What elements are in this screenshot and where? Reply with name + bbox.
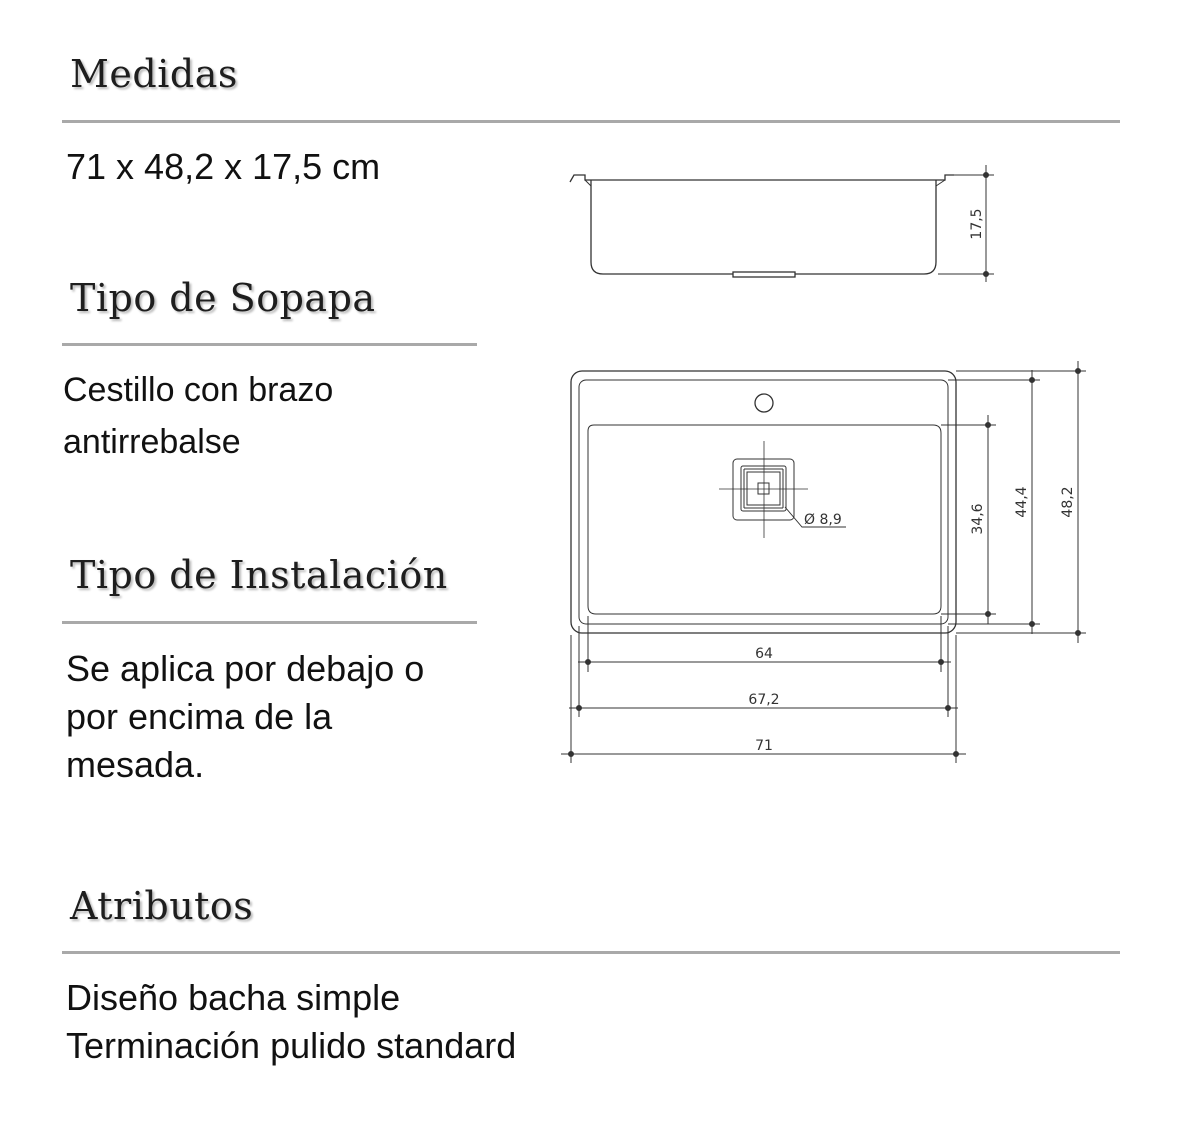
sink-side-view (570, 175, 954, 277)
instalacion-line-3: mesada. (66, 744, 205, 785)
height-label-outer: 48,2 (1060, 486, 1076, 518)
heading-tipo-de-sopapa: Tipo de Sopapa (70, 276, 376, 320)
atributos-line-1: Diseño bacha simple (66, 977, 401, 1018)
width-label-middle: 67,2 (748, 692, 780, 708)
sopapa-line-2: antirrebalse (63, 423, 241, 461)
faucet-hole (755, 394, 773, 412)
height-label-inner: 34,6 (970, 503, 986, 535)
drain-diameter-label: Ø 8,9 (804, 512, 842, 528)
atributos-line-2: Terminación pulido standard (66, 1025, 517, 1066)
side-view-height-dimension (938, 165, 994, 282)
width-label-outer: 71 (755, 738, 773, 754)
sopapa-line-1: Cestillo con brazo (63, 371, 334, 409)
width-label-inner: 64 (755, 646, 773, 662)
instalacion-line-2: por encima de la (66, 696, 333, 737)
medidas-line-1: 71 x 48,2 x 17,5 cm (66, 146, 381, 187)
heading-medidas: Medidas (70, 52, 238, 96)
instalacion-line-1: Se aplica por debajo o (66, 648, 425, 689)
heading-tipo-de-instalacion: Tipo de Instalación (70, 553, 448, 597)
heading-atributos: Atributos (70, 884, 254, 928)
height-label-side: 17,5 (969, 208, 985, 240)
height-label-middle: 44,4 (1014, 486, 1030, 518)
sink-top-view (571, 371, 956, 633)
